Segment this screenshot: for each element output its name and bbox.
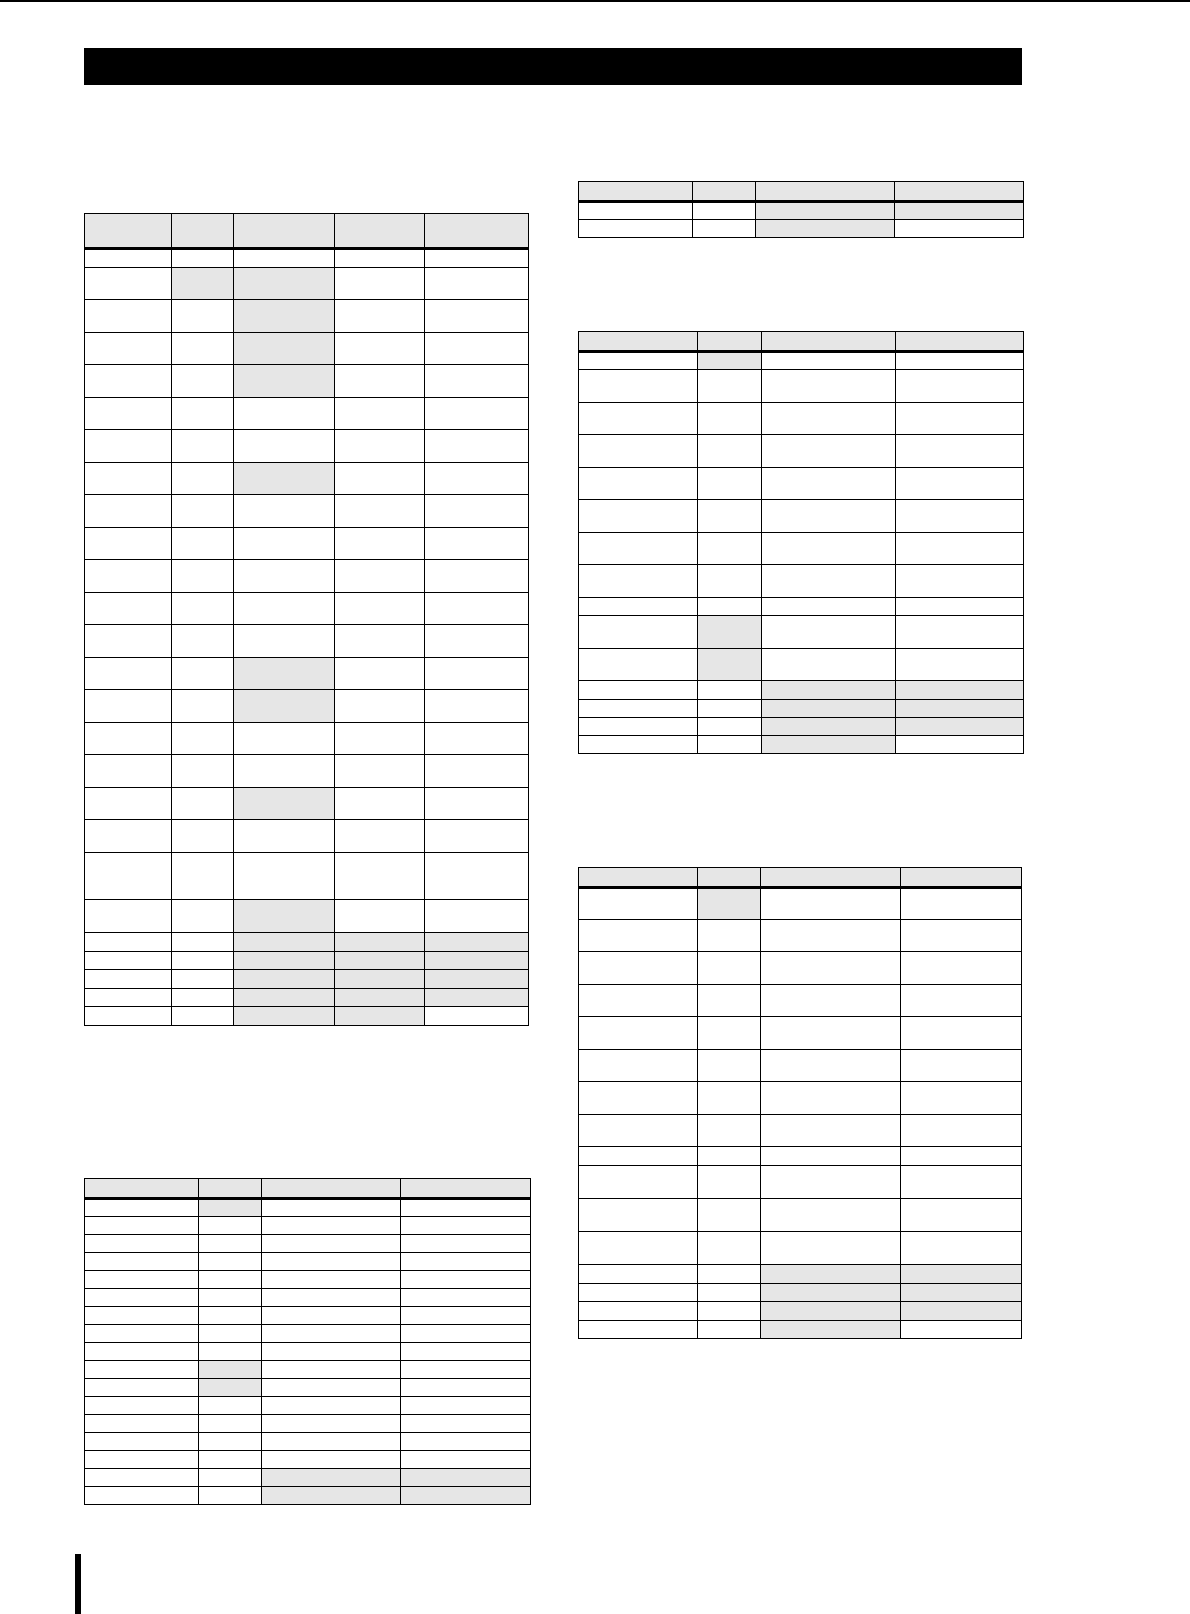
table-row	[85, 625, 529, 658]
table-row	[85, 300, 529, 333]
table-row	[579, 500, 1024, 533]
table-header-row	[85, 214, 529, 249]
table-row	[85, 249, 529, 268]
table-row	[579, 718, 1024, 736]
table-row	[85, 463, 529, 495]
table-row	[85, 268, 529, 300]
table-row	[579, 1166, 1022, 1199]
table-row	[579, 700, 1024, 718]
table-row	[85, 1451, 531, 1469]
table-row	[579, 920, 1022, 952]
table-row	[85, 788, 529, 820]
table-header-row	[85, 1179, 531, 1199]
table-row	[85, 952, 529, 970]
table-row	[579, 616, 1024, 649]
table-row	[579, 1302, 1022, 1321]
table-row	[579, 565, 1024, 598]
table-row	[85, 970, 529, 989]
table-row	[85, 1379, 531, 1397]
table-c	[578, 181, 1024, 238]
table-row	[85, 1325, 531, 1343]
table-row	[85, 528, 529, 560]
table-row	[579, 1284, 1022, 1302]
table-row	[85, 495, 529, 528]
table-row	[85, 1199, 531, 1217]
table-row	[579, 1147, 1022, 1166]
table-row	[85, 723, 529, 755]
table-row	[85, 1307, 531, 1325]
table-row	[579, 1265, 1022, 1284]
table-row	[85, 398, 529, 430]
table-row	[85, 1007, 529, 1026]
table-row	[85, 853, 529, 900]
table-row	[579, 952, 1022, 985]
table-row	[579, 888, 1022, 920]
table-row	[85, 1343, 531, 1361]
table-row	[85, 1289, 531, 1307]
table-row	[579, 1050, 1022, 1082]
top-rule	[0, 0, 1190, 2]
table-row	[85, 560, 529, 593]
table-row	[579, 985, 1022, 1017]
table-row	[85, 755, 529, 788]
table-e	[578, 867, 1022, 1339]
table-row	[579, 598, 1024, 616]
table-row	[579, 1199, 1022, 1232]
table-row	[85, 1469, 531, 1487]
table-row	[85, 430, 529, 463]
table-row	[579, 736, 1024, 754]
table-row	[85, 1271, 531, 1289]
table-row	[85, 333, 529, 365]
table-row	[579, 435, 1024, 468]
table-b	[84, 1178, 531, 1505]
table-row	[85, 365, 529, 398]
table-row	[85, 1235, 531, 1253]
table-row	[579, 202, 1024, 220]
table-row	[85, 1433, 531, 1451]
table-row	[85, 690, 529, 723]
table-row	[85, 1487, 531, 1505]
table-row	[579, 403, 1024, 435]
margin-bar	[75, 1554, 81, 1614]
table-row	[579, 1082, 1022, 1115]
table-row	[579, 352, 1024, 370]
table-row	[85, 820, 529, 853]
table-row	[85, 1361, 531, 1379]
table-row	[579, 1017, 1022, 1050]
table-row	[85, 933, 529, 952]
table-header-row	[579, 332, 1024, 352]
table-row	[85, 593, 529, 625]
table-row	[85, 989, 529, 1007]
table-row	[579, 370, 1024, 403]
table-row	[85, 1397, 531, 1415]
table-row	[579, 649, 1024, 681]
table-row	[85, 1217, 531, 1235]
table-row	[579, 533, 1024, 565]
table-row	[579, 1321, 1022, 1339]
table-row	[85, 1253, 531, 1271]
table-row	[85, 900, 529, 933]
table-header-row	[579, 182, 1024, 202]
table-d	[578, 331, 1024, 754]
table-row	[579, 468, 1024, 500]
table-row	[579, 1115, 1022, 1147]
table-row	[85, 658, 529, 690]
table-row	[579, 220, 1024, 238]
table-a	[84, 213, 529, 1026]
table-row	[85, 1415, 531, 1433]
table-header-row	[579, 868, 1022, 888]
section-header-bar	[84, 48, 1022, 85]
table-row	[579, 681, 1024, 700]
table-row	[579, 1232, 1022, 1265]
